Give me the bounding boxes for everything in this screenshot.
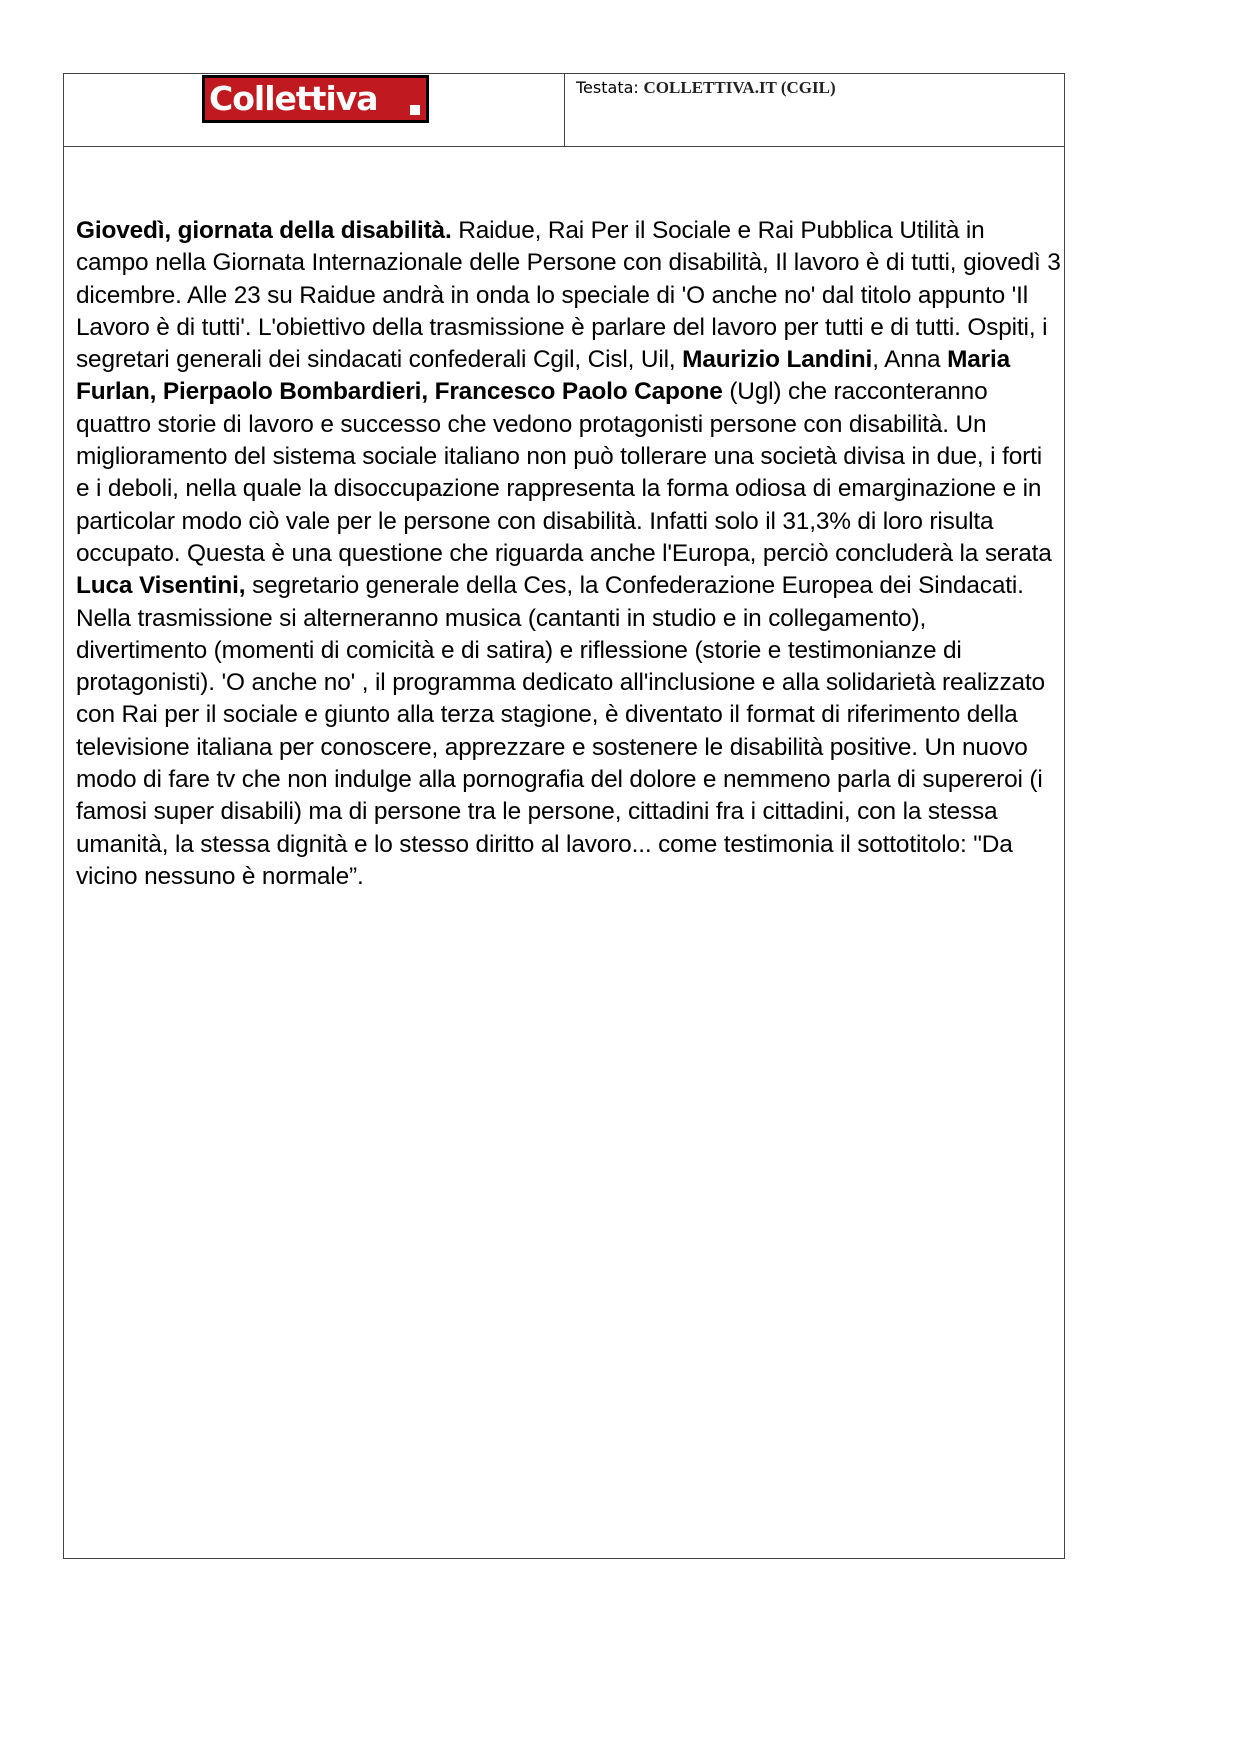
logo-dot-icon — [410, 105, 420, 115]
clipping-header — [64, 74, 1064, 147]
person-name: Maurizio Landini — [682, 346, 873, 374]
article-text: segretario generale della Ces, la Confederazione Europea dei Sindacati. Nella trasmissione si alterneranno musica (cantanti in studio e in collegamento), divertimento (momenti di comicità e di satira) e riflessione (storie e testimonianze di protagonisti). 'O anche no' , il programma dedicato all'inclusione e alla solidarietà realizzato con Rai per il sociale e giunto alla terza stagione, è diventato il format di riferimento della televisione italiana per conoscere, apprezzare e sostenere le disabilità positive. Un nuovo modo di fare tv che non indulge alla pornografia del dolore e nemmeno parla di supereroi (i famosi super disabili) ma di persone tra le persone, cittadini fra i cittadini, con la stessa umanità, la stessa dignità e lo stesso diritto al lavoro... come testimonia il sottotitolo: "Da vicino nessuno è normale”. — [76, 572, 1045, 890]
logo-text: Collettiva — [209, 79, 378, 118]
testata-value: COLLETTIVA.IT (CGIL) — [643, 78, 836, 97]
logo-background — [205, 78, 426, 120]
testata-label: Testata: — [576, 78, 639, 97]
testata-cell — [565, 74, 1064, 146]
collettiva-logo — [202, 75, 429, 123]
article-body — [76, 215, 1061, 893]
article-text: Raidue, Rai Per il Sociale e Rai Pubblica Utilità in campo nella Giornata Internazionale delle Persone con disabilità, Il lavoro è di tutti, giovedì 3 dicembre. Alle 23 su Raidue andrà in onda lo speciale di 'O anche no' dal titolo appunto 'Il Lavoro è di tutti'. L'obiettivo della trasmissione è parlare del lavoro per tutti e di tutti. Ospiti, i segretari generali dei sindacati confederali Cgil, Cisl, Uil, — [76, 217, 1061, 374]
article-text: , Anna — [872, 346, 948, 374]
testata-line — [576, 77, 1064, 99]
person-name: Maria Furlan, Pierpaolo Bombardieri, Francesco Paolo Capone — [76, 346, 1011, 406]
article-headline: Giovedì, giornata della disabilità. — [76, 217, 452, 244]
logo-cell — [64, 74, 565, 146]
clipping-frame — [63, 73, 1065, 1559]
article-text: (Ugl) che racconteranno quattro storie di lavoro e successo che vedono protagonisti persone con disabilità. Un miglioramento del sistema sociale italiano non può tollerare una società divisa in due, i forti e i deboli, nella quale la disoccupazione rappresenta la forma odiosa di emarginazione e in particolar modo ciò vale per le persone con disabilità. Infatti solo il 31,3% di loro risulta occupato. Questa è una questione che riguarda anche l'Europa, perciò concluderà la serata — [76, 378, 1052, 567]
person-name: Luca Visentini, — [76, 572, 246, 600]
article-paragraph — [76, 215, 1061, 893]
